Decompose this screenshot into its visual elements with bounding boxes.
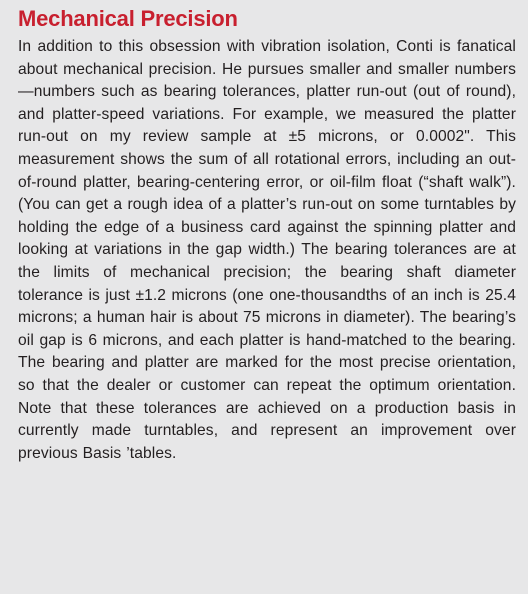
- section-heading: Mechanical Precision: [18, 6, 238, 31]
- article-body-paragraph: In addition to this obsession with vibration isolation, Conti is fanatical about mechanical precision. He pursues smaller and smaller numbers—numbers such as bearing tolerances, platter run-out (out of round), and platter-speed variations. For example, we measured the platter run-out on my review sample at ±5 microns, or 0.0002". This measurement shows the sum of all rotational errors, including an out-of-round platter, bearing-centering error, or oil-film float (“shaft walk”). (You can get a rough idea of a platter’s run-out on some turntables by holding the edge of a business card against the spinning platter and looking at variations in the gap width.) The bearing tolerances are at the limits of mechanical precision; the bearing shaft diameter tolerance is just ±1.2 microns (one one-thousandths of an inch is 25.4 microns; a human hair is about 75 microns in diameter). The bearing’s oil gap is 6 microns, and each platter is hand-matched to the bearing. The bearing and platter are marked for the most precise orientation, so that the dealer or customer can repeat the optimum orientation. Note that these tolerances are achieved on a production basis in currently made turntables, and represent an improvement over previous Basis ’tables.: [18, 38, 516, 462]
